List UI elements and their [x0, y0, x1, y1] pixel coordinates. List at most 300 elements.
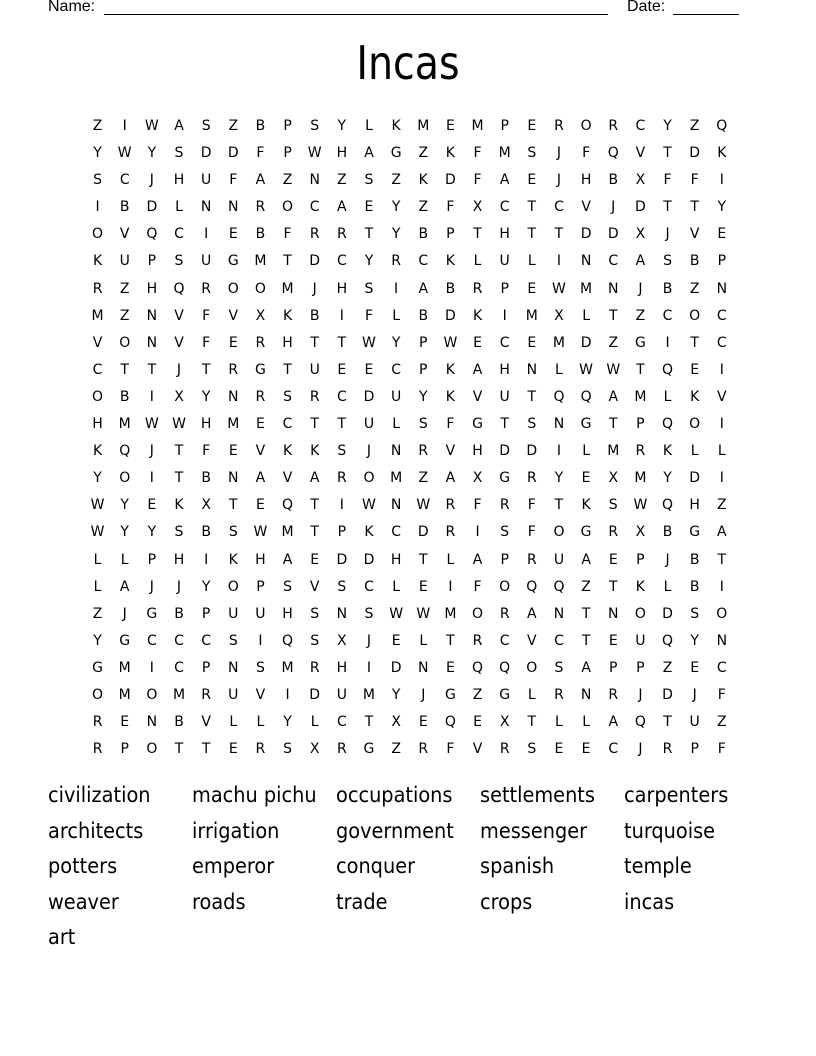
grid-cell: C: [336, 253, 347, 270]
grid-cell: S: [310, 605, 320, 622]
grid-cell: S: [310, 632, 320, 649]
grid-cell: M: [634, 470, 647, 487]
grid-cell: M: [172, 686, 186, 703]
grid-cell: C: [499, 334, 510, 351]
grid-cell: J: [665, 226, 670, 243]
word-bank-item: art: [48, 925, 76, 949]
grid-cell: R: [201, 280, 211, 297]
grid-cell: P: [500, 280, 509, 297]
grid-cell: W: [579, 361, 594, 378]
grid-cell: O: [526, 659, 538, 676]
grid-cell: R: [336, 226, 347, 243]
grid-cell: L: [717, 443, 726, 460]
grid-cell: M: [471, 118, 484, 134]
grid-cell: E: [717, 226, 727, 243]
grid-cell: N: [580, 253, 592, 270]
word-bank-item: conquer: [336, 854, 416, 878]
word-bank-item: irrigation: [192, 818, 280, 843]
grid-cell: K: [445, 145, 455, 162]
grid-cell: F: [473, 578, 482, 595]
grid-cell: C: [662, 307, 673, 324]
grid-cell: F: [527, 524, 536, 541]
grid-cell: R: [92, 741, 103, 758]
grid-cell: K: [635, 578, 645, 595]
grid-cell: E: [473, 714, 482, 731]
grid-cell: R: [255, 388, 266, 405]
grid-cell: U: [336, 686, 347, 703]
grid-cell: K: [472, 307, 483, 324]
grid-cell: Y: [391, 686, 401, 703]
grid-cell: Q: [716, 118, 728, 134]
grid-cell: O: [499, 578, 511, 595]
grid-cell: O: [146, 686, 158, 703]
grid-cell: V: [201, 714, 211, 731]
grid-cell: R: [391, 253, 401, 270]
grid-cell: Q: [662, 416, 674, 433]
grid-cell: G: [499, 470, 511, 487]
grid-cell: M: [118, 686, 131, 703]
grid-cell: V: [255, 686, 266, 703]
grid-cell: O: [716, 605, 728, 622]
grid-cell: K: [445, 253, 455, 270]
grid-cell: T: [446, 632, 455, 649]
grid-cell: Z: [418, 199, 429, 216]
grid-cell: E: [364, 199, 374, 216]
grid-cell: Y: [201, 388, 211, 405]
grid-cell: G: [146, 605, 158, 622]
grid-cell: J: [366, 443, 372, 460]
grid-cell: A: [581, 551, 591, 568]
grid-cell: H: [255, 551, 266, 568]
grid-cell: T: [608, 416, 618, 433]
grid-cell: T: [283, 361, 292, 378]
grid-cell: E: [120, 714, 130, 731]
grid-cell: V: [581, 199, 591, 216]
grid-cell: N: [228, 659, 239, 676]
grid-cell: P: [690, 741, 699, 758]
grid-cell: W: [552, 280, 566, 297]
grid-cell: Q: [146, 226, 158, 243]
grid-cell: V: [527, 632, 537, 649]
grid-cell: R: [309, 388, 320, 405]
grid-cell: R: [445, 497, 456, 514]
grid-cell: X: [472, 199, 483, 216]
grid-cell: F: [202, 443, 211, 460]
grid-cell: N: [526, 361, 538, 378]
grid-cell: K: [92, 253, 103, 270]
grid-cell: S: [527, 145, 537, 162]
grid-cell: Q: [173, 280, 185, 297]
grid-cell: I: [394, 280, 399, 297]
grid-cell: T: [201, 741, 211, 758]
grid-cell: T: [228, 497, 238, 514]
grid-cell: D: [634, 199, 646, 216]
grid-cell: P: [609, 659, 618, 676]
grid-cell: I: [149, 470, 154, 487]
word-bank-item: settlements: [480, 783, 595, 807]
grid-cell: C: [554, 632, 564, 649]
grid-cell: H: [336, 280, 348, 297]
grid-cell: D: [417, 524, 429, 541]
grid-cell: C: [174, 226, 184, 243]
grid-cell: E: [527, 334, 537, 351]
grid-cell: C: [418, 253, 429, 270]
grid-cell: F: [717, 686, 726, 703]
grid-cell: L: [690, 443, 699, 460]
word-bank-item: trade: [336, 889, 388, 914]
grid-cell: L: [229, 714, 238, 731]
grid-cell: T: [201, 361, 211, 378]
word-bank-item: architects: [48, 818, 144, 843]
grid-cell: K: [418, 172, 428, 189]
grid-cell: W: [389, 605, 404, 622]
grid-cell: M: [91, 307, 104, 324]
grid-cell: L: [365, 118, 373, 134]
grid-cell: T: [174, 443, 184, 460]
grid-cell: R: [526, 551, 537, 568]
grid-cell: O: [92, 686, 104, 703]
grid-cell: N: [200, 199, 212, 216]
grid-cell: M: [281, 280, 294, 297]
grid-cell: N: [390, 497, 402, 514]
grid-cell: R: [418, 443, 429, 460]
grid-cell: F: [717, 741, 726, 758]
grid-cell: Z: [92, 605, 103, 622]
grid-cell: S: [255, 659, 265, 676]
grid-cell: A: [472, 361, 483, 378]
grid-cell: U: [499, 253, 510, 270]
grid-cell: A: [445, 470, 456, 487]
grid-cell: S: [174, 524, 184, 541]
grid-cell: V: [689, 226, 700, 243]
grid-cell: T: [690, 334, 699, 351]
grid-cell: W: [416, 497, 431, 514]
grid-cell: B: [119, 199, 130, 216]
grid-cell: K: [228, 551, 238, 568]
grid-cell: M: [634, 388, 647, 405]
grid-cell: I: [285, 686, 290, 703]
grid-cell: V: [309, 578, 320, 595]
grid-cell: N: [608, 605, 619, 622]
grid-cell: A: [527, 605, 537, 622]
grid-cell: W: [416, 605, 431, 622]
grid-cell: P: [500, 118, 509, 134]
grid-cell: L: [93, 551, 102, 568]
grid-cell: K: [445, 388, 455, 405]
grid-cell: M: [444, 605, 457, 622]
grid-cell: T: [608, 578, 618, 595]
grid-cell: Q: [553, 388, 565, 405]
grid-cell: T: [663, 145, 672, 162]
grid-cell: R: [201, 686, 211, 703]
grid-cell: Y: [717, 199, 727, 216]
grid-cell: I: [719, 361, 724, 378]
grid-cell: Z: [92, 118, 103, 134]
grid-cell: L: [93, 578, 102, 595]
word-bank-item: temple: [624, 854, 692, 878]
grid-cell: Y: [147, 524, 157, 541]
grid-cell: O: [634, 605, 646, 622]
grid-cell: P: [283, 145, 292, 162]
grid-cell: A: [608, 388, 619, 405]
word-bank-item: emperor: [192, 854, 275, 878]
grid-cell: X: [337, 632, 347, 649]
grid-cell: M: [390, 470, 403, 487]
grid-cell: S: [283, 741, 292, 758]
grid-cell: E: [391, 632, 401, 649]
grid-cell: P: [717, 253, 727, 270]
grid-cell: S: [663, 253, 672, 270]
grid-cell: K: [282, 443, 293, 460]
grid-cell: C: [174, 659, 184, 676]
grid-cell: I: [719, 470, 724, 487]
grid-cell: V: [255, 443, 266, 460]
grid-cell: Y: [93, 632, 102, 649]
letter-grid: [84, 113, 735, 763]
grid-cell: G: [390, 145, 402, 162]
grid-cell: P: [201, 659, 211, 676]
grid-cell: O: [553, 524, 565, 541]
grid-cell: I: [95, 199, 100, 216]
grid-cell: E: [608, 632, 618, 649]
grid-cell: T: [310, 416, 319, 433]
grid-cell: B: [689, 578, 700, 595]
grid-cell: R: [635, 443, 646, 460]
name-label: Name:: [48, 0, 96, 15]
grid-cell: T: [608, 307, 618, 324]
grid-cell: G: [689, 524, 701, 541]
grid-cell: F: [690, 172, 699, 189]
grid-cell: U: [689, 714, 700, 731]
grid-cell: T: [337, 334, 347, 351]
grid-cell: T: [364, 226, 374, 243]
grid-cell: Y: [147, 145, 157, 162]
grid-cell: M: [580, 280, 593, 297]
grid-cell: R: [472, 632, 483, 649]
grid-cell: T: [717, 551, 727, 568]
grid-cell: E: [418, 578, 428, 595]
grid-cell: E: [255, 416, 265, 433]
grid-cell: I: [448, 578, 453, 595]
grid-cell: E: [554, 741, 564, 758]
grid-cell: C: [391, 361, 401, 378]
grid-cell: T: [310, 334, 319, 351]
grid-cell: Y: [120, 524, 129, 541]
grid-cell: A: [418, 280, 429, 297]
grid-cell: N: [146, 307, 158, 324]
grid-cell: A: [255, 470, 266, 487]
grid-cell: O: [119, 334, 131, 351]
grid-cell: Q: [553, 578, 565, 595]
grid-cell: R: [418, 741, 429, 758]
grid-cell: C: [119, 172, 130, 189]
grid-cell: B: [309, 307, 320, 324]
grid-cell: O: [227, 280, 239, 297]
grid-cell: J: [312, 280, 317, 297]
grid-cell: R: [472, 280, 483, 297]
grid-cell: Q: [662, 497, 674, 514]
grid-cell: R: [526, 470, 537, 487]
grid-cell: E: [228, 741, 238, 758]
grid-cell: P: [147, 253, 157, 270]
grid-cell: I: [366, 659, 372, 676]
grid-cell: G: [472, 416, 483, 433]
grid-cell: F: [202, 334, 211, 351]
grid-cell: C: [336, 714, 347, 731]
grid-cell: P: [636, 659, 645, 676]
grid-cell: N: [390, 443, 402, 460]
word-bank-item: weaver: [48, 889, 119, 914]
grid-cell: G: [363, 741, 375, 758]
grid-cell: W: [90, 497, 105, 514]
grid-cell: U: [635, 632, 646, 649]
grid-cell: V: [119, 226, 130, 243]
worksheet-header: [48, 0, 748, 20]
grid-cell: F: [446, 416, 455, 433]
grid-cell: U: [309, 361, 320, 378]
grid-cell: W: [443, 334, 458, 351]
grid-cell: X: [499, 714, 510, 731]
grid-cell: E: [690, 361, 700, 378]
grid-cell: X: [635, 172, 646, 189]
grid-cell: Q: [634, 714, 646, 731]
grid-cell: K: [282, 307, 293, 324]
page-title: Incas: [356, 36, 460, 90]
grid-cell: L: [555, 714, 563, 731]
grid-cell: J: [692, 686, 697, 703]
grid-cell: I: [719, 578, 724, 595]
grid-cell: L: [663, 578, 672, 595]
grid-cell: X: [174, 388, 184, 405]
grid-cell: F: [446, 199, 455, 216]
grid-cell: L: [392, 307, 401, 324]
grid-cell: H: [336, 145, 348, 162]
grid-cell: G: [92, 659, 103, 676]
grid-cell: F: [473, 497, 482, 514]
grid-cell: P: [337, 524, 347, 541]
grid-cell: B: [255, 118, 266, 134]
grid-cell: T: [581, 632, 591, 649]
grid-cell: H: [173, 172, 185, 189]
word-bank-item: machu pichu: [192, 783, 317, 807]
grid-cell: S: [310, 118, 320, 134]
grid-cell: D: [607, 226, 619, 243]
grid-cell: N: [309, 172, 320, 189]
grid-cell: H: [499, 226, 510, 243]
grid-cell: Q: [472, 659, 484, 676]
name-blank-line: [104, 0, 608, 15]
grid-cell: E: [527, 118, 537, 134]
grid-cell: L: [256, 714, 265, 731]
grid-cell: J: [176, 361, 182, 378]
grid-cell: B: [689, 253, 700, 270]
grid-cell: B: [201, 470, 211, 487]
grid-cell: Q: [444, 714, 456, 731]
grid-cell: S: [608, 497, 618, 514]
grid-cell: D: [336, 551, 348, 568]
grid-cell: O: [689, 416, 701, 433]
grid-cell: D: [445, 307, 456, 324]
grid-cell: B: [174, 714, 184, 731]
grid-cell: Z: [391, 741, 401, 758]
grid-cell: C: [608, 253, 619, 270]
grid-cell: A: [119, 578, 130, 595]
grid-cell: K: [174, 497, 184, 514]
grid-cell: W: [117, 145, 132, 162]
grid-cell: A: [499, 172, 510, 189]
grid-cell: Z: [689, 280, 700, 297]
grid-cell: T: [174, 470, 184, 487]
grid-cell: D: [146, 199, 158, 216]
grid-cell: R: [255, 741, 266, 758]
grid-cell: A: [337, 199, 347, 216]
grid-cell: E: [255, 497, 265, 514]
grid-cell: Y: [283, 714, 292, 731]
grid-cell: H: [146, 280, 158, 297]
grid-cell: J: [149, 443, 154, 460]
grid-cell: T: [636, 361, 645, 378]
word-bank-item: potters: [48, 854, 118, 878]
grid-cell: P: [636, 551, 645, 568]
grid-cell: L: [310, 714, 319, 731]
grid-cell: W: [172, 416, 186, 433]
grid-cell: E: [581, 470, 591, 487]
grid-cell: B: [662, 280, 673, 297]
grid-cell: K: [445, 361, 455, 378]
grid-cell: N: [418, 659, 429, 676]
grid-cell: P: [419, 361, 428, 378]
grid-cell: A: [174, 118, 184, 134]
grid-cell: K: [690, 388, 700, 405]
grid-cell: Z: [228, 118, 239, 134]
grid-cell: X: [608, 470, 619, 487]
grid-cell: N: [580, 686, 592, 703]
grid-cell: J: [638, 741, 643, 758]
grid-cell: V: [472, 388, 483, 405]
grid-cell: Z: [635, 307, 646, 324]
grid-cell: I: [556, 253, 562, 270]
grid-cell: S: [228, 524, 238, 541]
grid-cell: N: [608, 280, 619, 297]
grid-cell: E: [418, 714, 428, 731]
grid-cell: O: [472, 605, 484, 622]
grid-cell: A: [282, 551, 293, 568]
grid-cell: I: [556, 443, 562, 460]
grid-cell: R: [554, 118, 564, 134]
grid-cell: I: [665, 334, 670, 351]
grid-cell: V: [174, 334, 184, 351]
grid-cell: E: [473, 334, 482, 351]
grid-cell: N: [228, 470, 239, 487]
grid-cell: C: [716, 307, 727, 324]
grid-cell: C: [716, 334, 727, 351]
grid-cell: I: [719, 172, 724, 189]
grid-cell: D: [580, 334, 592, 351]
grid-cell: I: [475, 524, 480, 541]
grid-cell: S: [527, 416, 537, 433]
grid-cell: Q: [282, 497, 294, 514]
grid-cell: L: [582, 443, 590, 460]
grid-cell: O: [227, 578, 239, 595]
grid-cell: M: [552, 334, 565, 351]
grid-cell: H: [580, 172, 592, 189]
grid-cell: T: [527, 714, 537, 731]
grid-cell: E: [445, 659, 455, 676]
grid-cell: Y: [391, 334, 401, 351]
word-bank-item: occupations: [336, 783, 453, 807]
grid-cell: X: [635, 524, 646, 541]
grid-cell: T: [310, 497, 319, 514]
